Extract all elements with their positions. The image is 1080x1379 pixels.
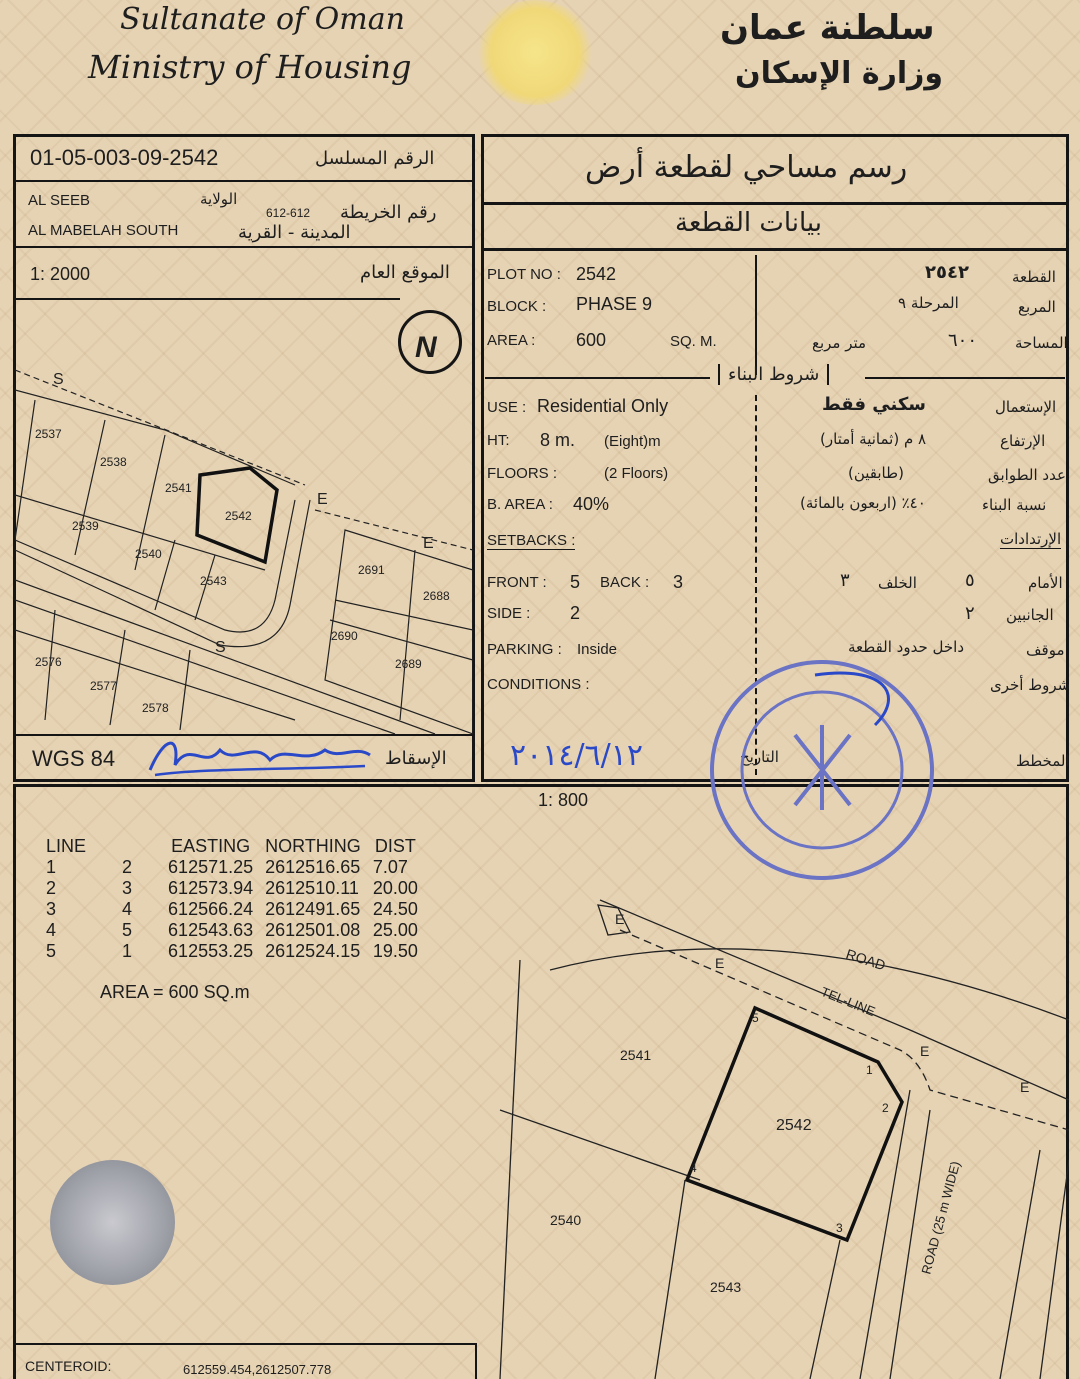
barea-label-ar: نسبة البناء <box>982 496 1047 514</box>
loc-plot-2577: 2577 <box>90 679 117 693</box>
cell: 612571.25 <box>168 857 254 877</box>
wilayat: AL SEEB <box>28 192 90 209</box>
cell: 1 <box>46 857 57 877</box>
header-dist: DIST <box>374 836 416 856</box>
table-row <box>40 878 424 899</box>
front-label: FRONT : <box>487 574 547 591</box>
side-ar: ٢ <box>965 603 975 624</box>
bottom-scale: 1: 800 <box>538 790 589 810</box>
cell: 2 <box>122 857 133 877</box>
area-ar: ٦٠٠ <box>948 330 978 351</box>
plot-no-ar: ٢٥٤٢ <box>925 262 969 283</box>
side: 2 <box>570 603 581 623</box>
parking-label: PARKING : <box>487 641 562 658</box>
building-conditions-ar: شروط البناء <box>718 364 829 385</box>
use-label-ar: الإستعمال <box>995 398 1057 416</box>
doc-title-ar: رسم مساحي لقطعة أرض <box>585 150 908 185</box>
loc-plot-2538: 2538 <box>100 455 127 469</box>
handwritten-date: ٢٠١٤/٦/١٢ <box>510 738 644 773</box>
cell: 2612501.08 <box>265 920 361 940</box>
area: 600 <box>576 330 607 350</box>
loc-marker-e-2: E <box>423 535 434 552</box>
table-row <box>40 920 424 941</box>
back-ar: ٣ <box>840 570 850 591</box>
table-header-row <box>40 836 424 857</box>
ht-label: HT: <box>487 432 510 449</box>
vertex-3: 3 <box>836 1221 843 1235</box>
setbacks-label: SETBACKS : <box>487 532 576 549</box>
coordinates-table <box>40 836 424 962</box>
header-title-ar-2: وزارة الإسكان <box>735 56 944 91</box>
road-width-label: ROAD (25 m WIDE) <box>918 1159 963 1276</box>
barea: 40% <box>573 494 610 514</box>
location-scale: 1: 2000 <box>30 264 91 284</box>
area-label-ar: المساحة <box>1015 334 1068 352</box>
loc-plot-2539: 2539 <box>72 519 99 533</box>
header-title-ar-1: سلطنة عمان <box>720 8 935 48</box>
conditions-label-ar: شروط أخرى <box>990 676 1071 694</box>
cell: 20.00 <box>372 878 418 898</box>
plot-label-2540: 2540 <box>550 1212 582 1228</box>
header-title-en-2: Ministry of Housing <box>88 48 412 86</box>
side-label: SIDE : <box>487 605 531 622</box>
ht-ar: ٨ م (ثمانية أمتار) <box>820 430 927 448</box>
projection: WGS 84 <box>32 746 116 771</box>
plot-label-ar: القطعة <box>1012 268 1056 286</box>
vertex-1: 1 <box>866 1063 873 1077</box>
plot-data-title-ar: بيانات القطعة <box>675 208 823 238</box>
line-marker-e-3: E <box>920 1043 930 1059</box>
back: 3 <box>673 572 684 592</box>
conditions-label: CONDITIONS : <box>487 676 590 693</box>
cell: 2612516.65 <box>265 857 361 877</box>
cell: 2612524.15 <box>265 941 361 961</box>
loc-plot-2543: 2543 <box>200 574 227 588</box>
tel-line-label: TEL-LINE <box>818 983 878 1020</box>
cell: 19.50 <box>372 941 418 961</box>
loc-plot-2691: 2691 <box>358 563 385 577</box>
village: AL MABELAH SOUTH <box>28 222 179 239</box>
loc-plot-2690: 2690 <box>331 629 358 643</box>
floors-label-ar: عدد الطوابق <box>988 466 1066 484</box>
area-unit-ar: متر مربع <box>812 334 867 352</box>
barea-label: B. AREA : <box>487 496 553 513</box>
cell: 5 <box>122 920 133 940</box>
line-marker-e: E <box>615 911 625 927</box>
setbacks-label-ar: الإرتدادات <box>1000 530 1062 548</box>
plot-no-label: PLOT NO : <box>487 266 561 283</box>
back-label: BACK : <box>600 574 650 591</box>
loc-plot-2542: 2542 <box>225 509 252 523</box>
block-ar: المرحلة ٩ <box>898 294 959 312</box>
barea-ar: ٤٠٪ (اربعون بالمائة) <box>800 494 926 512</box>
plot-no: 2542 <box>576 264 617 284</box>
front: 5 <box>570 572 581 592</box>
projection-label: الإسقاط <box>385 748 447 769</box>
cell: 1 <box>122 941 133 961</box>
use: Residential Only <box>537 396 669 416</box>
back-label-ar: الخلف <box>878 574 917 592</box>
loc-plot-2689: 2689 <box>395 657 422 671</box>
parking-label-ar: موقف <box>1026 641 1065 659</box>
ht-label-ar: الإرتفاع <box>1000 432 1046 450</box>
centeroid-value: 612559.454,2612507.778 <box>183 1362 332 1377</box>
parking: Inside <box>577 641 618 658</box>
serial-number: 01-05-003-09-2542 <box>30 145 219 170</box>
ht: 8 m. <box>540 430 576 450</box>
location-map <box>15 300 473 734</box>
use-label: USE : <box>487 399 527 416</box>
loc-plot-2578: 2578 <box>142 701 169 715</box>
loc-marker-s: S <box>53 371 64 388</box>
loc-marker-s-2: S <box>215 639 226 656</box>
header-line: LINE <box>46 836 87 856</box>
cell: 2612491.65 <box>265 899 361 919</box>
cell: 4 <box>46 920 57 940</box>
village-label: المدينة - القرية <box>238 222 351 243</box>
vertex-4: 4 <box>690 1161 697 1175</box>
cell: 612543.63 <box>168 920 254 940</box>
plot-label-main: 2542 <box>776 1117 812 1134</box>
line-marker-e-2: E <box>715 955 725 971</box>
floors: (2 Floors) <box>604 465 669 482</box>
area-unit: SQ. M. <box>670 333 717 350</box>
planner-label-ar: المخطط <box>1016 752 1070 770</box>
block-label-ar: المربع <box>1018 298 1056 316</box>
hologram-seal-icon <box>50 1160 175 1285</box>
map-number-label: رقم الخريطة <box>340 202 437 223</box>
serial-label: الرقم المسلسل <box>315 148 435 169</box>
cell: 2 <box>46 878 57 898</box>
loc-plot-2576: 2576 <box>35 655 62 669</box>
front-label-ar: الأمام <box>1028 574 1063 592</box>
cell: 25.00 <box>372 920 418 940</box>
cell: 2612510.11 <box>265 878 359 898</box>
block: PHASE 9 <box>576 294 653 314</box>
plot-label-2541: 2541 <box>620 1047 652 1063</box>
front-ar: ٥ <box>965 570 975 591</box>
plot-label-2543: 2543 <box>710 1279 742 1295</box>
north-label: N <box>415 331 437 364</box>
header-easting: EASTING <box>171 836 251 856</box>
wilayat-label: الولاية <box>200 190 238 208</box>
cell: 612573.94 <box>168 878 254 898</box>
road-label: ROAD <box>844 945 888 974</box>
plot-drawing <box>480 880 1069 1379</box>
header-line-to <box>92 836 138 857</box>
signature-icon <box>145 730 375 780</box>
cell: 4 <box>122 899 133 919</box>
cell: 5 <box>46 941 57 961</box>
header-title-en-1: Sultanate of Oman <box>120 2 405 37</box>
map-number: 612-612 <box>266 206 311 220</box>
national-emblem <box>475 0 595 105</box>
use-ar: سكني فقط <box>822 394 927 415</box>
loc-plot-2537: 2537 <box>35 427 62 441</box>
loc-plot-2688: 2688 <box>423 589 450 603</box>
date-label-ar: التاريخ <box>740 748 779 766</box>
header-northing: NORTHING <box>265 836 361 856</box>
official-stamp-icon <box>705 655 940 885</box>
side-label-ar: الجانبين <box>1006 606 1054 624</box>
table-row <box>40 941 424 962</box>
table-row <box>40 899 424 920</box>
vertex-2: 2 <box>882 1101 889 1115</box>
cell: 24.50 <box>372 899 418 919</box>
block-label: BLOCK : <box>487 298 547 315</box>
cell: 612566.24 <box>168 899 254 919</box>
parking-ar: داخل حدود القطعة <box>848 638 964 656</box>
floors-ar: (طابقين) <box>848 464 904 482</box>
loc-plot-2540: 2540 <box>135 547 162 561</box>
line-marker-e-4: E <box>1020 1079 1030 1095</box>
vertex-5: 5 <box>752 1011 759 1025</box>
centeroid-label: CENTEROID: <box>25 1358 112 1374</box>
cell: 3 <box>122 878 133 898</box>
cell: 7.07 <box>372 857 408 877</box>
ht-words: (Eight)m <box>604 433 661 450</box>
loc-plot-2541: 2541 <box>165 481 192 495</box>
floors-label: FLOORS : <box>487 465 558 482</box>
area-total: AREA = 600 SQ.m <box>100 982 250 1002</box>
area-label: AREA : <box>487 332 536 349</box>
cell: 3 <box>46 899 57 919</box>
table-row <box>40 857 424 878</box>
cell: 612553.25 <box>168 941 254 961</box>
loc-marker-e: E <box>317 491 328 508</box>
general-location-label: الموقع العام <box>360 262 450 283</box>
